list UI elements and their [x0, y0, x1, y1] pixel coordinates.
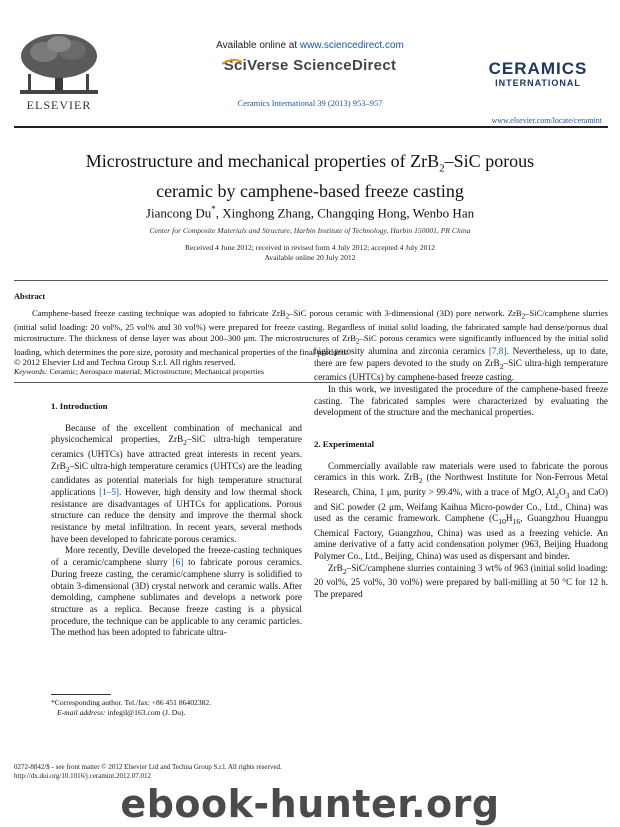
journal-logo-line1: CERAMICS: [488, 59, 588, 78]
abstract-text: Camphene-based freeze casting technique was adopted to fabricate ZrB: [32, 308, 286, 318]
subscript: 2: [521, 312, 526, 321]
abstract-heading: Abstract: [14, 292, 46, 301]
watermark: ebook-hunter.org: [120, 782, 500, 826]
experimental-paragraph-1: [314, 461, 608, 563]
subscript: 2: [65, 464, 70, 474]
corresponding-author-note: *Corresponding author. Tel./fax: +86 451 86402382.: [51, 698, 212, 707]
author-rest: , Xinghong Zhang, Changqing Hong, Wenbo Han: [215, 205, 475, 221]
subscript: 16: [512, 517, 521, 527]
citation-link[interactable]: [1–5]: [99, 486, 119, 497]
body-text: . Nevertheless, up to date, there are few papers devoted to the study on ZrB: [314, 346, 608, 368]
body-text: . However, high density and low thermal shock resistance are disadvantages of UHTCs for applications. Porous structure can reduce the density and improve the thermal shock resistance by metal infiltration. In recent years, several methods have been developed to fabricate porous ceramics.: [51, 486, 302, 544]
author-first: Jiancong Du: [145, 205, 212, 221]
citation-link[interactable]: [7,8]: [488, 346, 507, 356]
body-text: Commercially available raw materials were used to fabricate the porous ceramics in this work. ZrB: [314, 460, 608, 483]
journal-logo-line2: INTERNATIONAL: [495, 78, 581, 88]
body-text: –SiC ultra-high temperature ceramics (UHTCs) have attracted great interests in recent years. ZrB: [51, 434, 303, 471]
right-column: [314, 346, 608, 601]
body-text: ZrB: [328, 562, 343, 573]
keywords-list: Ceramic; Aerospace material; Microstructure; Mechanical properties: [47, 367, 264, 376]
body-text: –SiC ultra-high temperature ceramics (UHTCs) by camphene-based freeze casting.: [314, 357, 608, 383]
subscript: 2: [555, 490, 559, 500]
affiliation: Center for Composite Materials and Structure, Harbin Institute of Technology, Harbin 150001, PR China: [149, 226, 471, 235]
email-address[interactable]: infegil@163.com (J. Du).: [105, 708, 186, 717]
keywords: [14, 367, 264, 376]
intro-paragraph-3: [314, 346, 608, 384]
title-part: –SiC porous: [444, 151, 535, 171]
issn-line: 0272-8842/$ - see front matter © 2012 Elsevier Ltd and Techna Group S.r.l. All rights reserved.: [14, 763, 282, 771]
subscript: 2: [418, 476, 423, 486]
article-dates: [0, 243, 620, 263]
citation-link[interactable]: [6]: [172, 557, 184, 568]
body-text: high porosity alumina and zirconia ceramics: [314, 346, 489, 356]
brand-swoosh-icon: [222, 52, 242, 58]
sciverse-brand-text: SciVerse ScienceDirect: [223, 57, 397, 74]
received-dates: Received 4 June 2012; received in revised form 4 July 2012; accepted 4 July 2012: [184, 243, 436, 252]
intro-paragraph-4: In this work, we investigated the procedure of the camphene-based freeze casting. The fabricated samples were characterized by evaluating the development of the structure and the mechanical properties.: [314, 383, 608, 418]
body-text: (the Northwest Institute for Non-Ferrous Metal Research, China, 1 μm, purity > 99.4%, with a trace of MgO, Al: [314, 472, 609, 497]
journal-reference[interactable]: Ceramics International 39 (2013) 953–957: [237, 98, 383, 108]
front-matter-info: [14, 763, 282, 781]
body-text: –SiC ultra-high temperature ceramics (UHTCs) are the leading candidates as potential materials for high temperature structural applications: [51, 460, 302, 497]
section-heading-introduction: 1. Introduction: [51, 401, 108, 411]
subscript: 2: [183, 438, 187, 448]
keywords-label: Keywords:: [14, 367, 48, 376]
subscript: 10: [498, 517, 506, 527]
body-text: to fabricate porous ceramics. During freeze casting, the ceramic/camphene slurry is solidified to obtain 3-dimensional (3D) crystal network and ceramic walls. After demolding, camphene sublimates and develops a network pore structure as a replica. Because freeze casting is a physical procedure, the technique can be applicable to any ceramic particles. The method has been adopted to fabricate ultra-: [51, 557, 303, 638]
author-list: [0, 204, 620, 221]
left-column: [51, 401, 302, 639]
body-text: –SiC/camphene slurries containing 3 wt% of 963 (initial solid loading: 20 vol%, 25 vol%, 30 vol%) were prepared by ball-milling at 50 °C for 12 h. The prepared: [314, 562, 608, 600]
subscript: 2: [342, 566, 347, 576]
body-text: and CaO) and SiC powder (2 μm, Weifang Kaihua Micro-powder Co., Ltd., China) was used as the ceramic framework. Camphene (C: [314, 486, 608, 524]
sciencedirect-link[interactable]: www.sciencedirect.com: [299, 40, 404, 51]
corresponding-author-mark[interactable]: *: [211, 204, 216, 214]
body-text: , Guangzhou Huangpu Chemical Factory, Guangzhou, China) was used as a freezing vehicle. An amine derivative of a fatty acid condensation polymer (963, Beijing Huadong Polymer Co., Ltd., Beijing, China) was used as dispersant and binder.: [314, 513, 608, 562]
intro-paragraph-1: [51, 423, 302, 546]
online-date: Available online 20 July 2012: [264, 253, 356, 262]
subscript: 2: [499, 361, 504, 371]
subscript: 2: [355, 337, 360, 346]
available-prefix: Available online at: [216, 40, 300, 51]
email-label: E-mail address:: [57, 708, 106, 717]
doi-link[interactable]: http://dx.doi.org/10.1016/j.ceramint.2012.07.012: [14, 772, 151, 780]
abstract-copyright: © 2012 Elsevier Ltd and Techna Group S.r.l. All rights reserved.: [14, 357, 236, 368]
footnote-rule: [51, 694, 111, 695]
footnote: [51, 698, 211, 718]
title-part: Microstructure and mechanical properties of ZrB: [85, 151, 440, 171]
abstract-top-rule: [14, 280, 608, 281]
abstract-text: ZrB: [507, 308, 522, 318]
header-rule: [14, 126, 608, 128]
body-text: H: [505, 513, 513, 524]
title-line2: ceramic by camphene-based freeze casting: [156, 180, 464, 201]
journal-logo: [468, 60, 608, 89]
available-online: [0, 40, 620, 51]
abstract-text: –SiC porous ceramic with 3-dimensional (3D) pore network.: [289, 308, 505, 318]
abstract-text: –SiC porous ceramics were significantly influenced by the initial solid loading, which determines the pore size, porosity and mechanical properties of the final products.: [14, 332, 608, 357]
abstract-text: –SiC/camphene slurries (initial solid loading: 20 vol%, 25 vol% and 30 vol%) were prepared for freeze casting. Regardless of initial solid loading, the fabricated sample had dense/porous dual microstructure. The thickness of dense layer was about 200–300 μm. The microstructures of ZrB: [14, 308, 608, 343]
subscript: 2: [285, 312, 290, 321]
intro-paragraph-2: [51, 545, 302, 639]
email-line: [51, 708, 211, 718]
body-text: More recently, Deville developed the freeze-casting techniques of a ceramic/camphene slurry: [51, 545, 302, 568]
body-text: Because of the excellent combination of mechanical and physicochemical properties, ZrB: [51, 422, 302, 445]
publisher-logo-text: ELSEVIER: [26, 98, 92, 112]
journal-url[interactable]: www.elsevier.com/locate/ceramint: [491, 116, 602, 125]
experimental-paragraph-2: [314, 563, 608, 601]
article-title: [30, 150, 590, 202]
body-text: O: [558, 486, 566, 497]
title-subscript: 2: [439, 162, 445, 175]
section-heading-experimental: 2. Experimental: [314, 439, 375, 450]
subscript: 3: [565, 490, 570, 500]
